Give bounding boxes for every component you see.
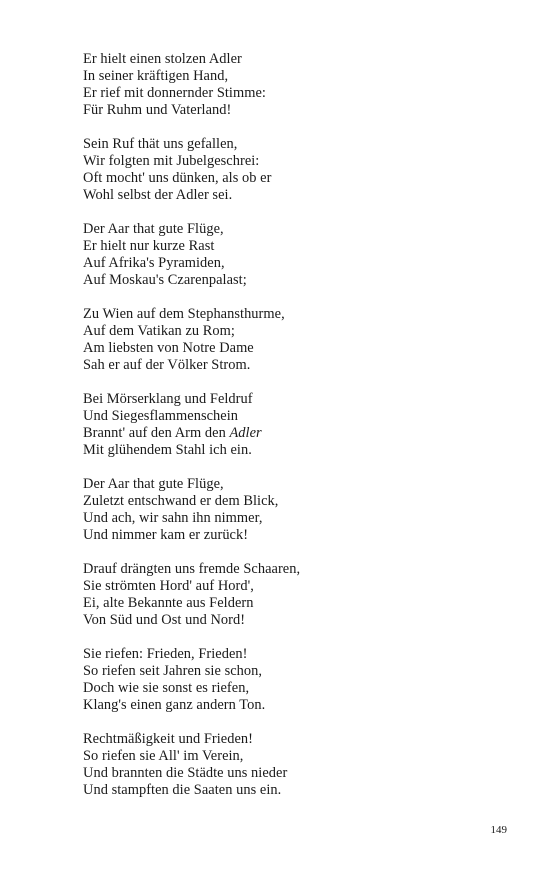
poem-line: Oft mocht' uns dünken, als ob er [83, 170, 272, 186]
stanza [83, 391, 503, 459]
poem-line: So riefen sie All' im Verein, [83, 748, 244, 764]
stanza [83, 476, 503, 544]
stanza [83, 561, 503, 629]
poem-line: Er rief mit donnernder Stimme: [83, 85, 266, 101]
poem-line: Auf Moskau's Czarenpalast; [83, 272, 247, 288]
poem-body [83, 51, 503, 816]
poem-line: Sie strömten Hord' auf Hord', [83, 578, 254, 594]
poem-line: Sah er auf der Völker Strom. [83, 357, 251, 373]
poem-line: Wohl selbst der Adler sei. [83, 187, 233, 203]
poem-line: Mit glühendem Stahl ich ein. [83, 442, 252, 458]
line-text: Brannt' auf den Arm den [83, 425, 230, 441]
stanza [83, 646, 503, 714]
poem-line: Doch wie sie sonst es riefen, [83, 680, 250, 696]
poem-line [83, 425, 503, 442]
stanza [83, 306, 503, 374]
poem-line: In seiner kräftigen Hand, [83, 68, 229, 84]
poem-line: Auf Afrika's Pyramiden, [83, 255, 225, 271]
poem-line: Und Siegesflammenschein [83, 408, 239, 424]
poem-line: Und brannten die Städte uns nieder [83, 765, 288, 781]
poem-line: Und nimmer kam er zurück! [83, 527, 249, 543]
poem-line: Am liebsten von Notre Dame [83, 340, 254, 356]
poem-line: Auf dem Vatikan zu Rom; [83, 323, 235, 339]
stanza [83, 221, 503, 289]
poem-line: Er hielt einen stolzen Adler [83, 51, 242, 67]
poem-line: Von Süd und Ost und Nord! [83, 612, 246, 628]
poem-line: Zu Wien auf dem Stephansthurme, [83, 306, 285, 322]
poem-line: Klang's einen ganz andern Ton. [83, 697, 266, 713]
stanza [83, 731, 503, 799]
poem-line: Sein Ruf thät uns gefallen, [83, 136, 238, 152]
poem-line: So riefen seit Jahren sie schon, [83, 663, 263, 679]
poem-line: Ei, alte Bekannte aus Feldern [83, 595, 254, 611]
poem-line: Für Ruhm und Vaterland! [83, 102, 232, 118]
poem-line: Wir folgten mit Jubelgeschrei: [83, 153, 260, 169]
page-number: 149 [490, 824, 507, 836]
poem-line: Rechtmäßigkeit und Frieden! [83, 731, 253, 747]
poem-line: Der Aar that gute Flüge, [83, 221, 224, 237]
poem-line: Zuletzt entschwand er dem Blick, [83, 493, 279, 509]
poem-line: Und ach, wir sahn ihn nimmer, [83, 510, 263, 526]
poem-line: Sie riefen: Frieden, Frieden! [83, 646, 248, 662]
poem-line: Der Aar that gute Flüge, [83, 476, 224, 492]
stanza [83, 51, 503, 119]
line-italic-text: Adler [229, 425, 262, 441]
poem-line: Er hielt nur kurze Rast [83, 238, 215, 254]
poem-line: Und stampften die Saaten uns ein. [83, 782, 282, 798]
poem-line: Bei Mörserklang und Feldruf [83, 391, 253, 407]
poem-line: Drauf drängten uns fremde Schaaren, [83, 561, 301, 577]
stanza [83, 136, 503, 204]
